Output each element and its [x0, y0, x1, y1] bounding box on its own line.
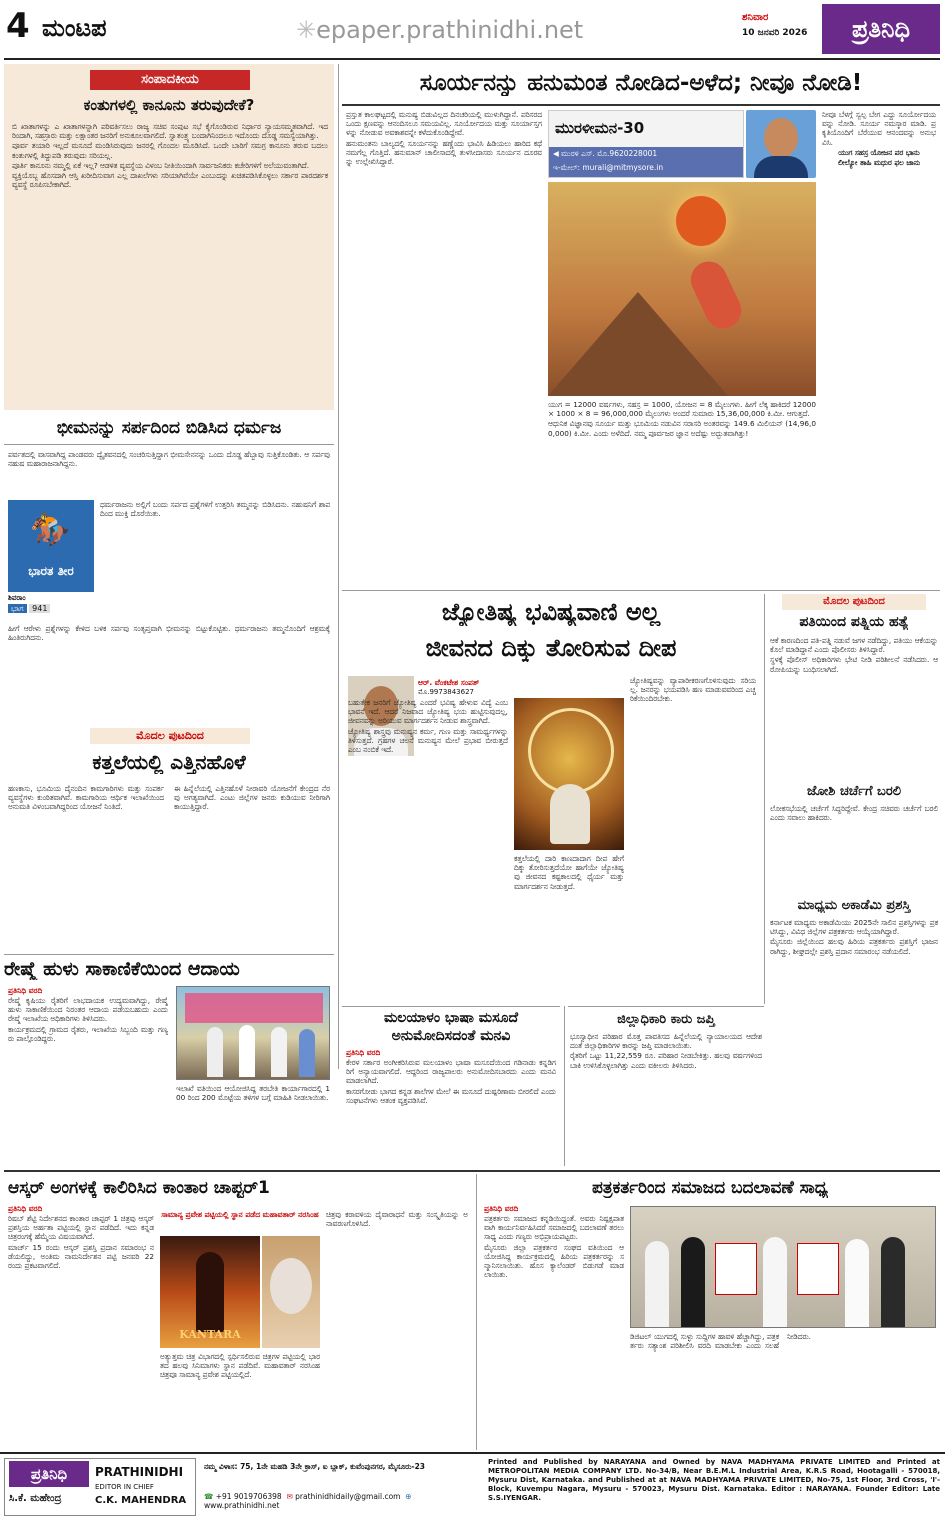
- author-photo: [746, 110, 816, 178]
- warrior-figure: [196, 1252, 224, 1332]
- kattale-kicker: ಮೊದಲ ಪುಟದಿಂದ: [90, 728, 250, 744]
- kantara-col-3: ಚಿತ್ರವು ಕರಾವಳಿಯ ದೈವಾರಾಧನೆ ಮತ್ತು ಸಂಸ್ಕೃತಿಯನ್ನು ಅನಾವರಣಗೊಳಿಸಿದೆ.: [326, 1210, 468, 1229]
- footer-email[interactable]: prathinidhidaily@gmail.com: [295, 1492, 401, 1501]
- column-box: [548, 110, 744, 178]
- website-url: ✳epaper.prathinidhi.net: [296, 16, 584, 44]
- bhima-body-2: [8, 624, 330, 720]
- jyotishya-paragraph: ಕತ್ತಲೆಯಲ್ಲಿ ದಾರಿ ಕಾಣದಾದಾಗ ದೀಪ ಹೇಗೆ ದಿಕ್ಕು ತೋರಿಸುತ್ತದೆಯೋ ಹಾಗೆಯೇ ಜ್ಯೋತಿಷ್ಯವು ಜೀವನದ ಕಷ್ಟಕಾಲದಲ್ಲಿ ಧೈರ್ಯ ಮತ್ತು ಮಾರ್ಗದರ್ಶನ ನೀಡುತ್ತದೆ.: [514, 854, 624, 891]
- kantara-poster: [160, 1236, 260, 1348]
- jilladhikari-body: [570, 1032, 762, 1164]
- bhima-body: [100, 500, 330, 620]
- reshme-photo: [176, 986, 330, 1080]
- kantara-byline: ಪ್ರತಿನಿಧಿ ವರದಿ: [8, 1204, 43, 1213]
- kattale-paragraph: ಹಣಕಾಸು, ಭೂಮಿಯ ದೈನಂದಿನ ಕಾಮಗಾರಿಗಳು ಮತ್ತು ಸಂಪರ್ಕ ವ್ಯವಸ್ಥೆಗಳು ಕುಂಠಿತವಾಗಿವೆ. ಕಾಮಗಾರಿಯ ಆರ್ಥಿಕ ಇಲಾಖೆಯಿಂದ ಅನುಮತಿ ವಿಳಂಬವಾಗಿದ್ದರಿಂದ ಯೋಜನೆ ನಿಂತಿದೆ.: [8, 784, 164, 812]
- jyotishya-col-1: [348, 698, 508, 1000]
- editorial-body: [12, 122, 328, 406]
- editorial-paragraph: ಪೂರ್ವ ತಯಾರಿ ಇಲ್ಲದೆ ಮಸೂದೆ ಮಂಡಿಸಿರುವುದು ಜನರಲ್ಲಿ ಗೊಂದಲ ಮೂಡಿಸಿದೆ. ಒಂದೇ ಬಾರಿಗೆ ಸಮಗ್ರ ಕಾನೂನು ತರುವ ಬದಲು ಕಂತುಗಳಲ್ಲಿ ತಿದ್ದುಪಡಿ ತರುವುದು ಸರಿಯಲ್ಲ.: [12, 141, 328, 160]
- malayalam-title-1: ಮಲಯಾಳಂ ಭಾಷಾ ಮಸೂದೆ: [383, 1010, 519, 1026]
- malayalam-byline: ಪ್ರತಿನಿಧಿ ವರದಿ: [346, 1048, 381, 1057]
- logo: ಪ್ರತಿನಿಧಿ: [822, 4, 940, 54]
- pathi-sub-title: ಜೋಶಿ ಚರ್ಚೆಗೆ ಬರಲಿ: [807, 784, 901, 799]
- jilladhikari-article: [568, 1006, 764, 1166]
- malayalam-article: [342, 1006, 560, 1166]
- jilladhikari-title: ಜಿಲ್ಲಾಧಿಕಾರಿ ಕಾರು ಜಪ್ತಿ: [617, 1012, 715, 1027]
- surya-paragraph: ಯುಗ = 12000 ವರ್ಷಗಳು, ಸಹಸ್ರ = 1000, ಯೋಜನ = 8 ಮೈಲುಗಳು. ಹೀಗೆ ಲೆಕ್ಕ ಹಾಕಿದರೆ 12000 × 1000 × 8 = 96,000,000 ಮೈಲುಗಳು ಅಂದರೆ ಸುಮಾರು 15,36,00,000 ಕಿ.ಮೀ. ಆಗುತ್ತದೆ.: [548, 400, 816, 419]
- patrakarta-col-2: [630, 1332, 936, 1448]
- patrakarta-title: ಪತ್ರಕರ್ತರಿಂದ ಸಮಾಜದ ಬದಲಾವಣೆ ಸಾಧ್ಯ: [591, 1178, 829, 1198]
- footer-editor-label: EDITOR IN CHIEF: [95, 1483, 154, 1491]
- jyotishya-paragraph: ಜ್ಯೋತಿಷ್ಯ ಶಾಸ್ತ್ರವು ಮನುಷ್ಯನ ಕರ್ಮ, ಗುಣ ಮತ್ತು ಸಾಮರ್ಥ್ಯಗಳನ್ನು ತಿಳಿಸುತ್ತದೆ. ಗ್ರಹಗಳ ಚಲನೆ ಮನುಷ್ಯನ ಮೇಲೆ ಪ್ರಭಾವ ಬೀರುತ್ತದೆ ಎಂಬ ನಂಬಿಕೆ ಇದೆ.: [348, 726, 508, 755]
- person-shape: [299, 1029, 315, 1077]
- bhima-author: ಶಿವರಾಂ: [8, 594, 26, 602]
- shirt-shape: [754, 156, 808, 178]
- masthead: [0, 0, 945, 62]
- surya-paragraph: ಪ್ರಸ್ತುತ ಕಾಲಘಟ್ಟದಲ್ಲಿ ಮನುಷ್ಯ ಬಿಡುವಿಲ್ಲದ ದಿನಚರಿಯಲ್ಲಿ ಮುಳುಗಿದ್ದಾನೆ. ಪರಿಸರದ ಒಂದು ಕ್ಷಣವನ್ನು ಆನಂದಿಸಲೂ ಸಮಯವಿಲ್ಲ. ಸೂರ್ಯೋದಯ ಮತ್ತು ಸೂರ್ಯಾಸ್ತಗಳನ್ನು ನೋಡುವ ಅವಕಾಶವನ್ನೇ ಕಳೆದುಕೊಂಡಿದ್ದೇವೆ.: [346, 110, 542, 138]
- deity-figure: [270, 1258, 312, 1314]
- kantara-col-1: [8, 1214, 154, 1448]
- hanuman-illustration: [548, 182, 816, 396]
- column-name: ಮುರಳೀಮನ-30: [555, 119, 645, 137]
- pathi-sub-body: [770, 804, 938, 894]
- poem-line: ಲೀಲ್ಯೋ ತಾಹಿ ಮಧುರ ಫಲ ಜಾನು: [837, 158, 921, 168]
- person-shape: [845, 1239, 869, 1327]
- surya-paragraph: ಆಧುನಿಕ ವಿಜ್ಞಾನವು ಸೂರ್ಯ ಮತ್ತು ಭೂಮಿಯ ನಡುವಿನ ಸರಾಸರಿ ಅಂತರವನ್ನು 149.6 ಮಿಲಿಯನ್ (14,96,00,000) ಕಿ.ಮೀ. ಎಂದು ಅಳೆದಿದೆ. ನಮ್ಮ ಪೂರ್ವಜರ ಜ್ಞಾನ ಅದೆಷ್ಟು ಅದ್ಭುತವಾಗಿತ್ತು!: [548, 419, 816, 438]
- kantara-title: ಆಸ್ಕರ್ ಅಂಗಳಕ್ಕೆ ಕಾಲಿರಿಸಿದ ಕಾಂತಾರ ಚಾಪ್ಟರ್1: [8, 1178, 270, 1198]
- pathi-title: ಪತಿಯಿಂದ ಪತ್ನಿಯ ಹತ್ಯೆ: [799, 614, 909, 630]
- footer-contacts: [204, 1492, 484, 1510]
- footer-web[interactable]: www.prathinidhi.net: [204, 1501, 280, 1510]
- patrakarta-paragraph: ಮೈಸೂರು ಜಿಲ್ಲಾ ಪತ್ರಕರ್ತರ ಸಂಘದ ವತಿಯಿಂದ ಆಯೋಜಿಸಿದ್ದ ಕಾರ್ಯಕ್ರಮದಲ್ಲಿ ಹಿರಿಯ ಪತ್ರಕರ್ತರನ್ನು ಸನ್ಮಾನಿಸಲಾಯಿತು. ಹೊಸ ಕ್ಯಾಲೆಂಡರ್ ಬಿಡುಗಡೆ ಮಾಡಲಾಯಿತು.: [484, 1242, 624, 1280]
- banner-shape: [185, 993, 323, 1023]
- calendar-shape: [715, 1243, 757, 1295]
- surya-col-3: [822, 110, 936, 584]
- footer-editor-name-kn: ಸಿ.ಕೆ. ಮಹೇಂದ್ರ: [9, 1493, 62, 1504]
- weekday: ಶನಿವಾರ: [742, 12, 769, 23]
- kattale-paragraph: ಈ ಹಿನ್ನೆಲೆಯಲ್ಲಿ ಎತ್ತಿನಹೊಳೆ ನೀರಾವರಿ ಯೋಜನೆಗೆ ಕೇಂದ್ರದ ನೆರವು ಅಗತ್ಯವಾಗಿದೆ. ಎಂಟು ಜಿಲ್ಲೆಗಳ ಜನರು ಕುಡಿಯುವ ನೀರಿಗಾಗಿ ಕಾಯುತ್ತಿದ್ದಾರೆ.: [174, 784, 330, 812]
- jyotishya-author-phone: ಮೊ.9973843627: [418, 688, 475, 696]
- reshme-body-left: [8, 996, 168, 1164]
- person-shape: [763, 1237, 787, 1327]
- kattale-title: ಕತ್ತಲೆಯಲ್ಲಿ ಎತ್ತಿನಹೊಳೆ: [92, 750, 246, 774]
- pathi-paragraph: ಸ್ಥಳಕ್ಕೆ ಪೊಲೀಸ್ ಅಧಿಕಾರಿಗಳು ಭೇಟಿ ನೀಡಿ ಪರಿಶೀಲನೆ ನಡೆಸಿದರು. ಆರೋಪಿಯನ್ನು ಬಂಧಿಸಲಾಗಿದೆ.: [770, 655, 938, 674]
- poster-title: KANTARA: [179, 1328, 241, 1341]
- madhyama-paragraph: ಮೈಸೂರು ಜಿಲ್ಲೆಯಿಂದ ಹಲವು ಹಿರಿಯ ಪತ್ರಕರ್ತರು ಪ್ರಶಸ್ತಿಗೆ ಭಾಜನರಾಗಿದ್ದು, ಶೀಘ್ರದಲ್ಲೇ ಪ್ರಶಸ್ತಿ ಪ್ರದಾನ ಸಮಾರಂಭ ನಡೆಯಲಿದೆ.: [770, 937, 938, 956]
- madhyama-title: ಮಾಧ್ಯಮ ಅಕಾಡೆಮಿ ಪ್ರಶಸ್ತಿ: [797, 898, 911, 913]
- person-shape: [881, 1237, 905, 1327]
- person-shape: [681, 1237, 705, 1327]
- footer-logo-kn: ಪ್ರತಿನಿಧಿ: [9, 1461, 89, 1487]
- kantara-paragraph: ಮಾರ್ಚ್ 15 ರಂದು ಆಸ್ಕರ್ ಪ್ರಶಸ್ತಿ ಪ್ರದಾನ ಸಮಾರಂಭ ನಡೆಯಲಿದ್ದು, ಅಂತಿಮ ನಾಮನಿರ್ದೇಶನ ಪಟ್ಟಿ ಜನವರಿ 22 ರಂದು ಪ್ರಕಟವಾಗಲಿದೆ.: [8, 1242, 154, 1271]
- bhima-paragraph: ಹೀಗೆ ಆರೇಳು ಪ್ರಶ್ನೆಗಳನ್ನು ಕೇಳಿದ ಬಳಿಕ ಸರ್ಪವು ಸಂತೃಪ್ತವಾಗಿ ಭೀಮನನ್ನು ಬಿಟ್ಟುಕೊಟ್ಟಿತು. ಧರ್ಮರಾಜನು ತಮ್ಮನೊಂದಿಗೆ ಆಶ್ರಮಕ್ಕೆ ಹಿಂತಿರುಗಿದನು.: [8, 624, 330, 643]
- editorial-label: ಸಂಪಾದಕೀಯ: [90, 70, 250, 90]
- poem-line: ಯುಗ ಸಹಸ್ರ ಯೋಜನ ಪರ ಭಾನು: [838, 147, 920, 157]
- madhyama-paragraph: ಕರ್ನಾಟಕ ಮಾಧ್ಯಮ ಅಕಾಡೆಮಿಯು 2025ನೇ ಸಾಲಿನ ಪ್ರಶಸ್ತಿಗಳನ್ನು ಪ್ರಕಟಿಸಿದ್ದು, ವಿವಿಧ ಜಿಲ್ಲೆಗಳ ಪತ್ರಕರ್ತರು ಆಯ್ಕೆಯಾಗಿದ್ದಾರೆ.: [770, 918, 938, 937]
- astrology-illustration: [514, 698, 624, 850]
- date: 10 ಜನವರಿ 2026: [742, 28, 808, 38]
- person-shape: [207, 1027, 223, 1077]
- section-name: ಮಂಟಪ: [42, 14, 107, 42]
- jyotishya-col-3: [630, 676, 756, 1000]
- jyotishya-paragraph: ಬಹುತೇಕ ಜನರಿಗೆ ಜ್ಯೋತಿಷ್ಯ ಎಂದರೆ ಭವಿಷ್ಯ ಹೇಳುವ ವಿದ್ಯೆ ಎಂಬ ಭಾವನೆ ಇದೆ. ಆದರೆ ನಿಜವಾದ ಜ್ಯೋತಿಷ್ಯ ಭಯ ಹುಟ್ಟಿಸುವುದಲ್ಲ, ಜೀವನವನ್ನು ಅರಿಯುವ ಮಾರ್ಗದರ್ಶನ ನೀಡುವ ಶಾಸ್ತ್ರವಾಗಿದೆ.: [348, 698, 508, 726]
- jyotishya-author-name: ಆರ್. ವೆಂಕಟೇಶ ಸಂಪತ್: [418, 678, 480, 687]
- pathi-body: [770, 636, 938, 780]
- part-number: ಭಾಗ 941: [8, 604, 50, 614]
- face-shape: [764, 118, 798, 158]
- footer-logo-box: [4, 1458, 196, 1516]
- surya-paragraph: ನೀವೂ ಬೆಳಗ್ಗೆ ಸ್ವಲ್ಪ ಬೇಗ ಎದ್ದು ಸೂರ್ಯೋದಯವನ್ನು ನೋಡಿ. ಸೂರ್ಯ ನಮಸ್ಕಾರ ಮಾಡಿ. ಪ್ರಕೃತಿಯೊಂದಿಗೆ ಬೆರೆಯುವ ಆನಂದವನ್ನು ಅನುಭವಿಸಿ.: [822, 110, 936, 147]
- kattale-article: [4, 726, 334, 950]
- mail-icon: ✉: [286, 1492, 293, 1501]
- jilladhikari-paragraph: ರೈತರಿಗೆ ಒಟ್ಟು 11,22,559 ರೂ. ಪರಿಹಾರ ನೀಡಬೇಕಿತ್ತು. ಹಲವು ವರ್ಷಗಳಿಂದ ಬಾಕಿ ಉಳಿಸಿಕೊಳ್ಳಲಾಗಿತ್ತು ಎಂದು ವಕೀಲರು ತಿಳಿಸಿದರು.: [570, 1051, 762, 1070]
- jyotishya-title-2: ಜೀವನದ ದಿಕ್ಕು ತೋರಿಸುವ ದೀಪ: [425, 634, 677, 662]
- editorial-box: [4, 64, 334, 410]
- globe-icon: ⊕: [405, 1492, 412, 1501]
- madhyama-body: [770, 918, 938, 1034]
- calendar-shape: [797, 1243, 839, 1295]
- jyotishya-title-1: ಜ್ಯೋತಿಷ್ಯ ಭವಿಷ್ಯವಾಣಿ ಅಲ್ಲ: [441, 598, 661, 626]
- kantara-paragraph: ಅತ್ಯುತ್ತಮ ಚಿತ್ರ ವಿಭಾಗದಲ್ಲಿ ಸ್ಪರ್ಧಿಸಲಿರುವ ಚಿತ್ರಗಳ ಪಟ್ಟಿಯಲ್ಲಿ ಭಾರತದ ಹಲವು ಸಿನಿಮಾಗಳು ಸ್ಥಾನ ಪಡೆದಿವೆ. ಮಹಾವತಾರ್ ನರಸಿಂಹ ಚಿತ್ರವೂ ಸಾಮಾನ್ಯ ಪ್ರವೇಶ ಪಟ್ಟಿಯಲ್ಲಿದೆ.: [160, 1352, 320, 1380]
- sage-figure: [550, 784, 590, 844]
- malayalam-title-2: ಅನುಮೋದಿಸದಂತೆ ಮನವಿ: [391, 1028, 511, 1044]
- surya-title: ಸೂರ್ಯನನ್ನು ಹನುಮಂತ ನೋಡಿದ-ಅಳೆದ; ನೀವೂ ನೋಡಿ!: [419, 70, 863, 96]
- phone-icon: ☎: [204, 1492, 214, 1501]
- editorial-paragraph: ವ್ಯಕ್ತಿಯೊಬ್ಬ ಹೊಸದಾಗಿ ಆಸ್ತಿ ಖರೀದಿಸುವಾಗ ಎಲ್ಲ ದಾಖಲೆಗಳು ಸರಿಯಾಗಿವೆಯೇ ಎಂಬುದನ್ನು ಖಚಿತಪಡಿಸಿಕೊಳ್ಳಲು ಸರ್ಕಾರ ಪಾರದರ್ಶಕ ವ್ಯವಸ್ಥೆ ರೂಪಿಸಬೇಕಾಗಿದೆ.: [12, 171, 328, 190]
- patrakarta-paragraph: ಪತ್ರಕರ್ತರು ಸಮಾಜದ ಕನ್ನಡಿಯಿದ್ದಂತೆ. ಅವರು ನಿಷ್ಪಕ್ಷಪಾತವಾಗಿ ಕಾರ್ಯನಿರ್ವಹಿಸಿದರೆ ಸಮಾಜದಲ್ಲಿ ಬದಲಾವಣೆ ತರಲು ಸಾಧ್ಯ ಎಂದು ಗಣ್ಯರು ಅಭಿಪ್ರಾಯಪಟ್ಟರು.: [484, 1214, 624, 1242]
- person-shape: [271, 1027, 287, 1077]
- person-shape: [239, 1025, 255, 1077]
- patrakarta-byline: ಪ್ರತಿನಿಧಿ ವರದಿ: [484, 1204, 519, 1213]
- sun-shape: [676, 196, 726, 246]
- patrakarta-col-1: [484, 1214, 624, 1448]
- series-title: ಭಾರತ ತೀರ: [28, 564, 74, 578]
- malayalam-paragraph: ಕಾಸರಗೋಡು ಭಾಗದ ಕನ್ನಡ ಶಾಲೆಗಳ ಮೇಲೆ ಈ ಮಸೂದೆ ದುಷ್ಪರಿಣಾಮ ಬೀರಲಿದೆ ಎಂದು ಸಂಘಟನೆಗಳು ಆತಂಕ ವ್ಯಕ್ತಪಡಿಸಿವೆ.: [346, 1086, 556, 1105]
- pathi-kicker: ಮೊದಲ ಪುಟದಿಂದ: [782, 594, 926, 610]
- bhima-paragraph: ಧರ್ಮರಾಜನು ಅಲ್ಲಿಗೆ ಬಂದು ಸರ್ಪದ ಪ್ರಶ್ನೆಗಳಿಗೆ ಉತ್ತರಿಸಿ ತಮ್ಮನನ್ನು ಬಿಡಿಸಿದನು. ನಹುಷನಿಗೆ ಶಾಪದಿಂದ ಮುಕ್ತಿ ದೊರೆಯಿತು.: [100, 500, 330, 519]
- bhima-title: ಭೀಮನನ್ನು ಸರ್ಪದಿಂದ ಬಿಡಿಸಿದ ಧರ್ಮಜ: [56, 418, 282, 438]
- patrakarta-photo: [630, 1206, 936, 1328]
- reshme-title: ರೇಷ್ಮೆ ಹುಳು ಸಾಕಾಣಿಕೆಯಿಂದ ಆದಾಯ: [4, 958, 240, 980]
- zodiac-wheel: [528, 708, 614, 794]
- reshme-body-right: [176, 1084, 330, 1164]
- jyotishya-article: [342, 594, 760, 1004]
- editorial-paragraph: ಬಿ ಖಾತಾಗಳನ್ನು ಎ ಖಾತಾಗಳನ್ನಾಗಿ ಪರಿವರ್ತಿಸಲು ರಾಜ್ಯ ಸಚಿವ ಸಂಪುಟ ಸಭೆ ಕೈಗೊಂಡಿರುವ ನಿರ್ಧಾರ ನ್ಯಾಯಸಮ್ಮತವಾಗಿದೆ. ಇದರಿಂದಾಗಿ, ಸಹಸ್ರಾರು ಮತ್ತು ಲಕ್ಷಾಂತರ ಜನರಿಗೆ ಅನುಕೂಲವಾಗಲಿದೆ. ಸ್ವಾತಂತ್ರ್ಯ ಬಂದಾಗಿನಿಂದಲೂ ಇದೊಂದು ದೊಡ್ಡ ಸಮಸ್ಯೆಯಾಗಿತ್ತು.: [12, 122, 328, 141]
- jyotishya-paragraph: ಜ್ಯೋತಿಷ್ಯವನ್ನು ವ್ಯಾಪಾರೀಕರಣಗೊಳಿಸುವುದು ಸರಿಯಲ್ಲ. ಜನರನ್ನು ಭಯಪಡಿಸಿ ಹಣ ಮಾಡುವವರಿಂದ ಎಚ್ಚರಿಕೆಯಿಂದಿರಬೇಕು.: [630, 676, 756, 704]
- surya-paragraph: ಹನುಮಂತನು ಬಾಲ್ಯದಲ್ಲಿ ಸೂರ್ಯನನ್ನು ಹಣ್ಣೆಂದು ಭಾವಿಸಿ ಹಿಡಿಯಲು ಹಾರಿದ ಕಥೆ ನಮಗೆಲ್ಲ ಗೊತ್ತಿದೆ. ಹನುಮಾನ್ ಚಾಲೀಸಾದಲ್ಲಿ ತುಳಸೀದಾಸರು ಸೂರ್ಯನ ದೂರವನ್ನು ಉಲ್ಲೇಖಿಸಿದ್ದಾರೆ.: [346, 138, 542, 167]
- malayalam-paragraph: ಕೇರಳ ಸರ್ಕಾರ ಅಂಗೀಕರಿಸಿರುವ ಮಲಯಾಳಂ ಭಾಷಾ ಮಸೂದೆಯಿಂದ ಗಡಿನಾಡು ಕನ್ನಡಿಗರಿಗೆ ಅನ್ಯಾಯವಾಗಲಿದೆ. ಆದ್ದರಿಂದ ರಾಜ್ಯಪಾಲರು ಅನುಮೋದಿಸಬಾರದು ಎಂದು ಮನವಿ ಮಾಡಲಾಗಿದೆ.: [346, 1058, 556, 1086]
- patrakarta-article: [480, 1174, 940, 1450]
- kantara-paragraph: ರಿಷಬ್ ಶೆಟ್ಟಿ ನಿರ್ದೇಶನದ ಕಾಂತಾರ ಚಾಪ್ಟರ್ 1 ಚಿತ್ರವು ಆಸ್ಕರ್ ಪ್ರಶಸ್ತಿಯ ಅರ್ಹತಾ ಪಟ್ಟಿಯಲ್ಲಿ ಸ್ಥಾನ ಪಡೆದಿದೆ. ಇದು ಕನ್ನಡ ಚಿತ್ರರಂಗಕ್ಕೆ ಹೆಮ್ಮೆಯ ವಿಷಯವಾಗಿದೆ.: [8, 1214, 154, 1242]
- footer-imprint: Printed and Published by NARAYANA and Owned by NAVA MADHYAMA PRIVATE LIMITED and Printed at METROPOLITAN MEDIA COMPANY LTD. No-34/B, Near B.E.M.L Industrial Area, K.R.S Road, Hootagalli - 570018, Mysuru Dist, Karnataka. and Published at at NAVA MADHYAMA PRIVATE LIMITED, No-75, 1st Floor, 3rd Cross, 'I'- Block, Kuvempu Nagara, Mysuru - 570023, Mysuru Dist. Karnataka. Editor : NARAYANA. Founder Editor: Late S.S.IYENGAR.: [488, 1458, 940, 1502]
- bhima-article: [4, 416, 334, 721]
- bhima-paragraph: ಪರ್ವತದಲ್ಲಿ ವಾಸವಾಗಿದ್ದ ಪಾಂಡವರು ದ್ವೈತವನದಲ್ಲಿ ಸಂಚರಿಸುತ್ತಿದ್ದಾಗ ಭೀಮಸೇನನನ್ನು ಒಂದು ದೊಡ್ಡ ಹೆಬ್ಬಾವು ಸುತ್ತಿಕೊಂಡಿತು. ಆ ಸರ್ಪವು ನಹುಷ ಮಹಾರಾಜನಾಗಿದ್ದನು.: [8, 450, 330, 469]
- kattale-body: [8, 784, 330, 948]
- reshme-byline: ಪ್ರತಿನಿಧಿ ವರದಿ: [8, 986, 43, 995]
- footer-address: ನಮ್ಮ ವಿಳಾಸ: 75, 1ನೇ ಮಹಡಿ 3ನೇ ಕ್ರಾಸ್, ಐ ಬ್ಲಾಕ್, ಕುವೆಂಪುನಗರ, ಮೈಸೂರು-23: [204, 1462, 426, 1471]
- play-icon: ◀: [553, 149, 559, 158]
- author-bar: ◀ ಮುರಳಿ ಎಸ್. ಮೊ.9620228001 ಇ-ಮೇಲ್: murali@mitmysore.in: [549, 147, 744, 177]
- kantara-article: [4, 1174, 472, 1450]
- reshme-paragraph: ಇಲಾಖೆ ವತಿಯಿಂದ ಆಯೋಜಿಸಿದ್ದ ತರಬೇತಿ ಕಾರ್ಯಾಗಾರದಲ್ಲಿ 100 ರಿಂದ 200 ಮೊಟ್ಟೆಯ ತಳಿಗಳ ಬಗ್ಗೆ ಮಾಹಿತಿ ನೀಡಲಾಯಿತು.: [176, 1084, 330, 1103]
- jyotishya-col-2: [514, 854, 624, 1000]
- reshme-paragraph: ರೇಷ್ಮೆ ಕೃಷಿಯು ರೈತರಿಗೆ ಲಾಭದಾಯಕ ಉದ್ಯಮವಾಗಿದ್ದು, ರೇಷ್ಮೆ ಹುಳು ಸಾಕಾಣಿಕೆಯಿಂದ ನಿರಂತರ ಆದಾಯ ಪಡೆಯಬಹುದು ಎಂದು ರೇಷ್ಮೆ ಇಲಾಖೆಯ ಅಧಿಕಾರಿಗಳು ತಿಳಿಸಿದರು.: [8, 996, 168, 1024]
- pathi-paragraph: ಆಕೆ ಕಾರಣದಿಂದ ಪತಿ-ಪತ್ನಿ ನಡುವೆ ಜಗಳ ನಡೆದಿದ್ದು, ಪತಿಯು ಆಕೆಯನ್ನು ಕೊಲೆ ಮಾಡಿದ್ದಾನೆ ಎಂದು ಪೊಲೀಸರು ತಿಳಿಸಿದ್ದಾರೆ.: [770, 636, 938, 655]
- surya-col-1: [346, 110, 542, 584]
- mountain-shape: [548, 292, 728, 396]
- chariot-icon: 🏇: [30, 510, 70, 548]
- kantara-col-2: [160, 1352, 320, 1448]
- pathi-paragraph: ಲೋಕಸಭೆಯಲ್ಲಿ ಚರ್ಚೆಗೆ ಸಿದ್ಧರಿದ್ದೇವೆ. ಕೇಂದ್ರ ಸಚಿವರು ಚರ್ಚೆಗೆ ಬರಲಿ ಎಂದು ಸವಾಲು ಹಾಕಿದರು.: [770, 804, 938, 823]
- poster-caption: ಸಾಮಾನ್ಯ ಪ್ರವೇಶ ಪಟ್ಟಿಯಲ್ಲಿ ಸ್ಥಾನ ಪಡೆದ ಮಹಾವತಾರ್ ನರಸಿಂಹ: [161, 1210, 319, 1219]
- series-logo: [8, 500, 94, 592]
- editorial-paragraph: ಪೂರ್ತಿ ಕಾನೂನು ನಮ್ಮಲ್ಲಿ ಏಕೆ ಇಲ್ಲ? ಆಡಳಿತ ವ್ಯವಸ್ಥೆಯ ವಿಳಂಬ ನೀತಿಯಿಂದಾಗಿ ಸಾರ್ವಜನಿಕರು ಕಚೇರಿಗಳಿಗೆ ಅಲೆಯುವಂತಾಗಿದೆ.: [12, 160, 310, 170]
- jilladhikari-paragraph: ಭೂಸ್ವಾಧೀನ ಪರಿಹಾರ ಮೊತ್ತ ಪಾವತಿಸದ ಹಿನ್ನೆಲೆಯಲ್ಲಿ ನ್ಯಾಯಾಲಯದ ಆದೇಶದಂತೆ ಜಿಲ್ಲಾಧಿಕಾರಿಗಳ ಕಾರನ್ನು ಜಪ್ತಿ ಮಾಡಲಾಯಿತು.: [570, 1032, 762, 1051]
- reshme-paragraph: ಕಾರ್ಯಕ್ರಮದಲ್ಲಿ ಗ್ರಾಮದ ರೈತರು, ಇಲಾಖೆಯ ಸಿಬ್ಬಂದಿ ಮತ್ತು ಗಣ್ಯರು ಪಾಲ್ಗೊಂಡಿದ್ದರು.: [8, 1024, 168, 1043]
- sparkle-icon: ✳: [296, 16, 317, 44]
- person-shape: [645, 1241, 669, 1327]
- footer: [0, 1452, 945, 1518]
- narasimha-poster: [262, 1236, 320, 1348]
- footer-phone[interactable]: +91 9019706398: [215, 1492, 282, 1501]
- footer-logo-en: PRATHINIDHI: [95, 1465, 184, 1479]
- page-number: 4: [6, 6, 30, 46]
- pathi-article: [768, 594, 940, 1034]
- footer-editor-name: C.K. MAHENDRA: [95, 1495, 187, 1506]
- surya-col-2: [548, 400, 816, 584]
- editorial-title: ಕಂತುಗಳಲ್ಲಿ ಕಾನೂನು ತರುವುದೇಕೆ?: [83, 96, 255, 114]
- surya-article: [342, 64, 940, 588]
- malayalam-body: [346, 1058, 556, 1164]
- patrakarta-paragraph: ಡಿಜಿಟಲ್ ಯುಗದಲ್ಲಿ ಸುಳ್ಳು ಸುದ್ದಿಗಳ ಹಾವಳಿ ಹೆಚ್ಚಾಗಿದ್ದು, ಪತ್ರಕರ್ತರು ಸತ್ಯಾಂಶ ಪರಿಶೀಲಿಸಿ ವರದಿ ಮಾಡಬೇಕು ಎಂದು ಸಲಹೆ ನೀಡಿದರು.: [630, 1332, 811, 1351]
- bhima-intro: [8, 450, 330, 494]
- reshme-article: [4, 954, 334, 1166]
